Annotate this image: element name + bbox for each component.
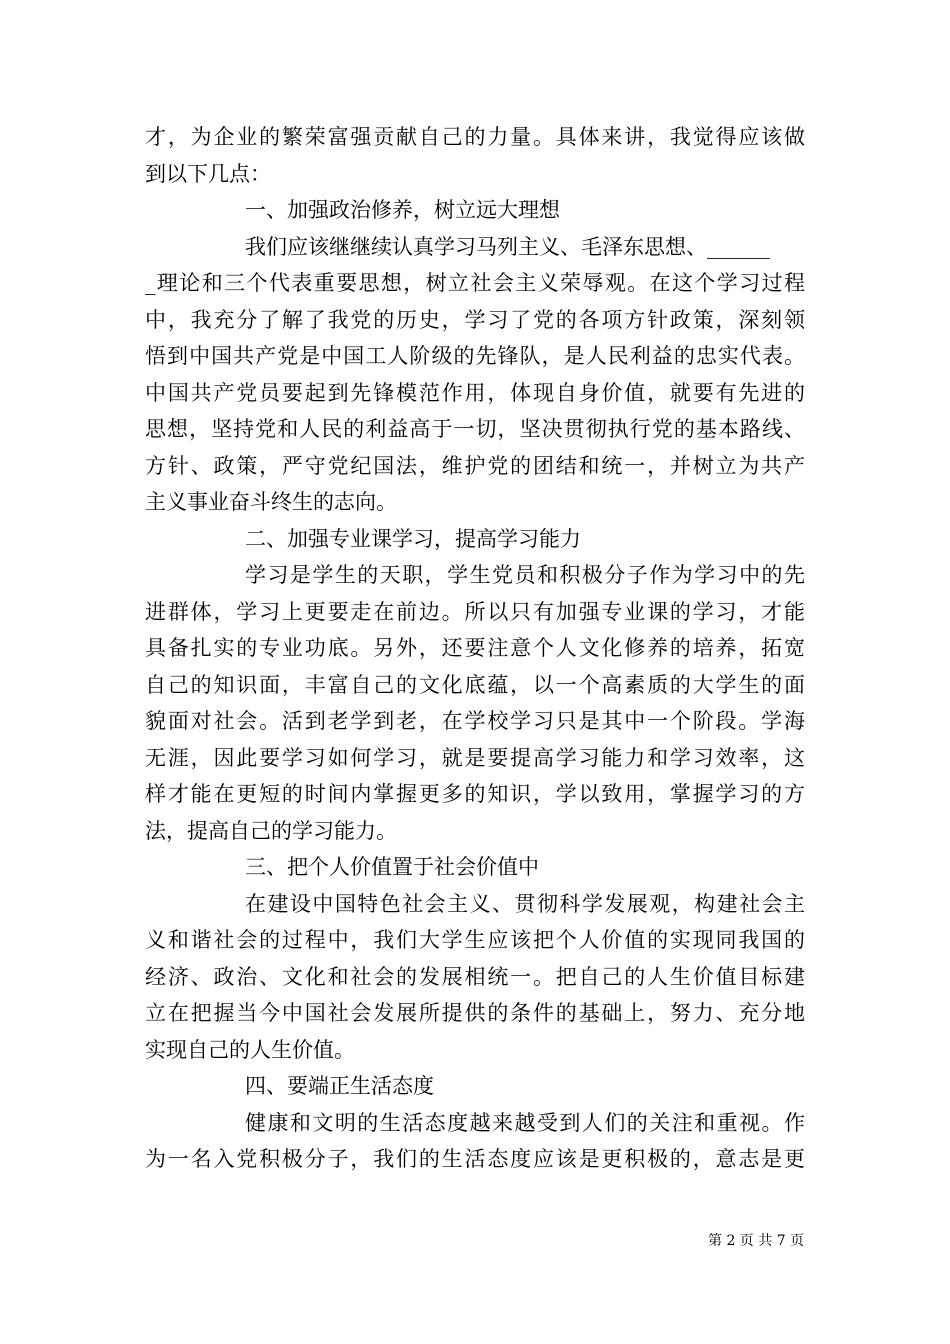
text-line: 经济、政治、文化和社会的发展相统一。把自己的人生价值目标建: [145, 964, 805, 989]
text-line: 无涯，因此要学习如何学习，就是要提高学习能力和学习效率，这: [145, 745, 805, 770]
text-line: 中，我充分了解了我党的历史，学习了党的各项方针政策，深刻领: [145, 307, 805, 332]
text-line: 二、加强专业课学习，提高学习能力: [245, 526, 581, 551]
text-line: 在建设中国特色社会主义、贯彻科学发展观，构建社会主: [245, 891, 805, 916]
text-line: 义和谐社会的过程中，我们大学生应该把个人价值的实现同我国的: [145, 928, 805, 952]
text-line: 样才能在更短的时间内掌握更多的知识，学以致用，掌握学习的方: [145, 782, 805, 806]
text-line: 一、加强政治修养，树立远大理想: [245, 198, 560, 222]
text-line: 立在把握当今中国社会发展所提供的条件的基础上，努力、充分地: [145, 1001, 805, 1025]
document-body: [145, 119, 805, 1178]
text-line: 中国共产党员要起到先锋模范作用，体现自身价值，就要有先进的: [145, 380, 805, 405]
text-line: 具备扎实的专业功底。另外，还要注意个人文化修养的培养，拓宽: [145, 636, 805, 660]
text-line: _理论和三个代表重要思想，树立社会主义荣辱观。在这个学习过程: [145, 271, 805, 295]
text-line: 我们应该继继续认真学习马列主义、毛泽东思想、______: [245, 234, 770, 259]
text-line: 学习是学生的天职，学生党员和积极分子作为学习中的先: [245, 563, 805, 587]
page-number-footer: 第 2 页 共 7 页: [708, 1233, 805, 1249]
text-line: 思想，坚持党和人民的利益高于一切，坚决贯彻执行党的基本路线、: [145, 417, 805, 441]
text-line: 貌面对社会。活到老学到老，在学校学习只是其中一个阶段。学海: [145, 709, 805, 733]
text-line: 方针、政策，严守党纪国法，维护党的团结和统一，并树立为共产: [145, 453, 805, 478]
text-line: 才，为企业的繁荣富强贡献自己的力量。具体来讲，我觉得应该做: [145, 125, 805, 149]
text-line: 实现自己的人生价值。: [145, 1037, 355, 1062]
text-line: 健康和文明的生活态度越来越受到人们的关注和重视。作: [245, 1110, 805, 1135]
text-line: 四、要端正生活态度: [245, 1074, 434, 1098]
text-line: 为一名入党积极分子，我们的生活态度应该是更积极的，意志是更: [145, 1147, 805, 1171]
text-line: 进群体，学习上更要走在前边。所以只有加强专业课的学习，才能: [145, 599, 805, 624]
text-line: 悟到中国共产党是中国工人阶级的先锋队，是人民利益的忠实代表。: [145, 344, 805, 368]
text-line: 自己的知识面，丰富自己的文化底蕴，以一个高素质的大学生的面: [145, 672, 805, 697]
text-line: 法，提高自己的学习能力。: [145, 818, 397, 843]
text-line: 到以下几点：: [145, 161, 271, 186]
text-line: 三、把个人价值置于社会价值中: [245, 855, 539, 879]
text-line: 主义事业奋斗终生的志向。: [145, 490, 397, 514]
